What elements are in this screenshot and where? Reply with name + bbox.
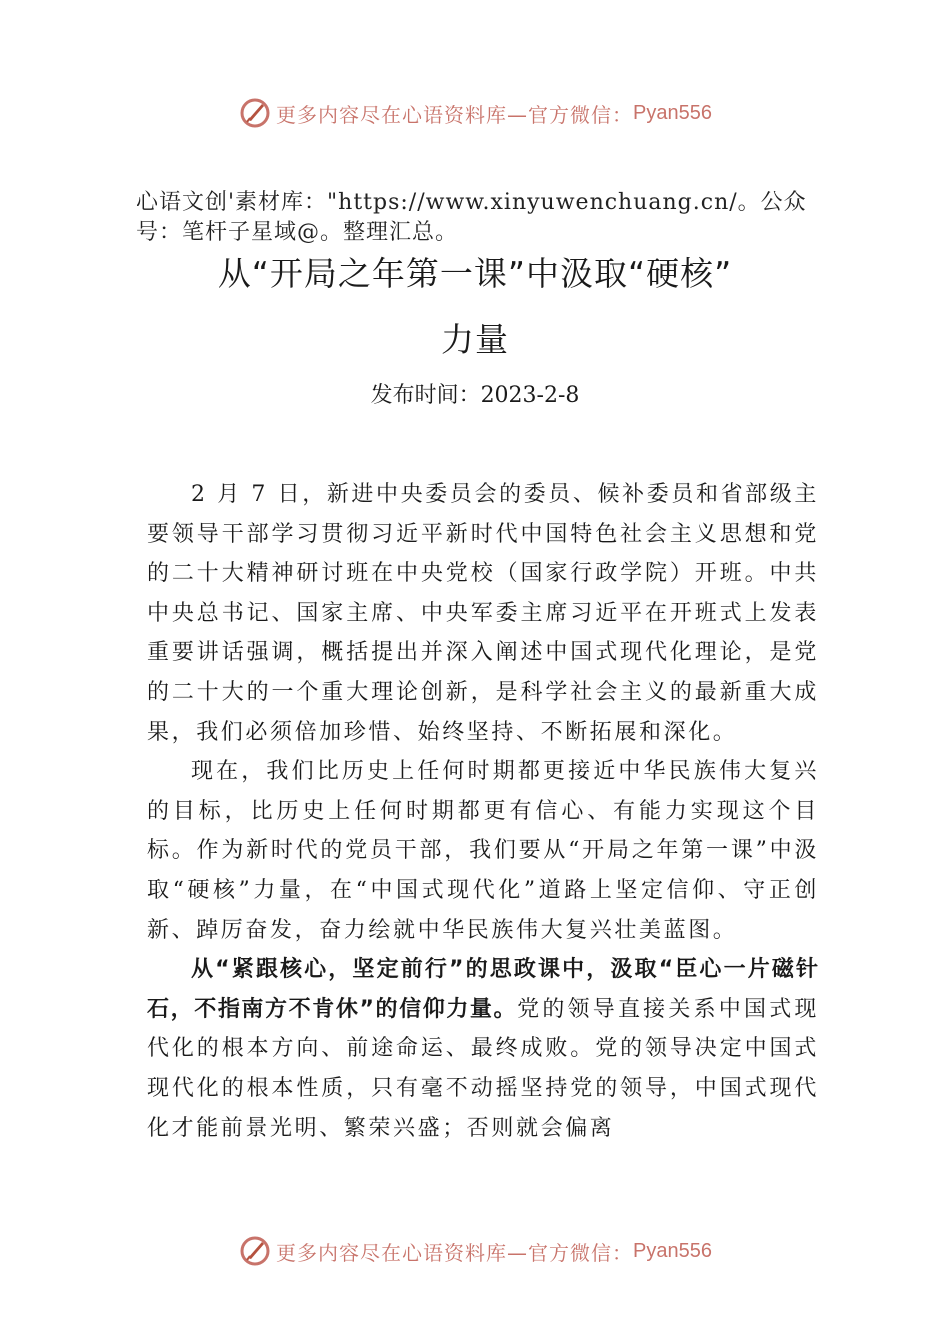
paragraph-2: 现在，我们比历史上任何时期都更接近中华民族伟大复兴的目标，比历史上任何时期都更有信心、有能力实现这个目标。作为新时代的党员干部，我们要从“开局之年第一课”中汲取“硬核”力量，在“中国式现代化”道路上坚定信仰、守正创新、踔厉奋发，奋力绘就中华民族伟大复兴壮美蓝图。	[147, 759, 819, 943]
publish-date: 发布时间：2023-2-8	[370, 383, 580, 408]
quill-logo-icon	[238, 96, 272, 130]
source-line: 心语文创'素材库："https://www.xinyuwenchuang.cn/。公众号：笔杆子星域@。整理汇总。	[136, 190, 807, 245]
article-body	[147, 475, 819, 1148]
quill-logo-icon	[238, 1234, 272, 1268]
watermark-top	[0, 96, 950, 130]
paragraph-3-text: 党的领导直接关系中国式现代化的根本方向、前途命运、最终成败。党的领导决定中国式现代化的根本性质，只有毫不动摇坚持党的领导，中国式现代化才能前景光明、繁荣兴盛；否则就会偏离	[147, 996, 819, 1141]
watermark-wechat-id: Pyan556	[633, 101, 712, 124]
article-title-line-1: 从“开局之年第一课”中汲取“硬核”	[217, 254, 733, 293]
paragraph-3-heading: 从“紧跟核心，坚定前行”的思政课中，汲取“臣心一片磁针石，不指南方不肯休”的信仰力量。	[147, 957, 819, 1022]
paragraph-3	[147, 950, 819, 1148]
watermark-bottom	[0, 1234, 950, 1268]
paragraph-1: 2 月 7 日，新进中央委员会的委员、候补委员和省部级主要领导干部学习贯彻习近平新时代中国特色社会主义思想和党的二十大精神研讨班在中央党校（国家行政学院）开班。中共中央总书记、国家主席、中央军委主席习近平在开班式上发表重要讲话强调，概括提出并深入阐述中国式现代化理论，是党的二十大的一个重大理论创新，是科学社会主义的最新重大成果，我们必须倍加珍惜、始终坚持、不断拓展和深化。	[147, 482, 819, 745]
watermark-text: 更多内容尽在心语资料库—官方微信：	[276, 1240, 634, 1265]
watermark-text: 更多内容尽在心语资料库—官方微信：	[276, 102, 634, 127]
article-title-line-2: 力量	[441, 320, 509, 359]
watermark-wechat-id: Pyan556	[633, 1239, 712, 1262]
